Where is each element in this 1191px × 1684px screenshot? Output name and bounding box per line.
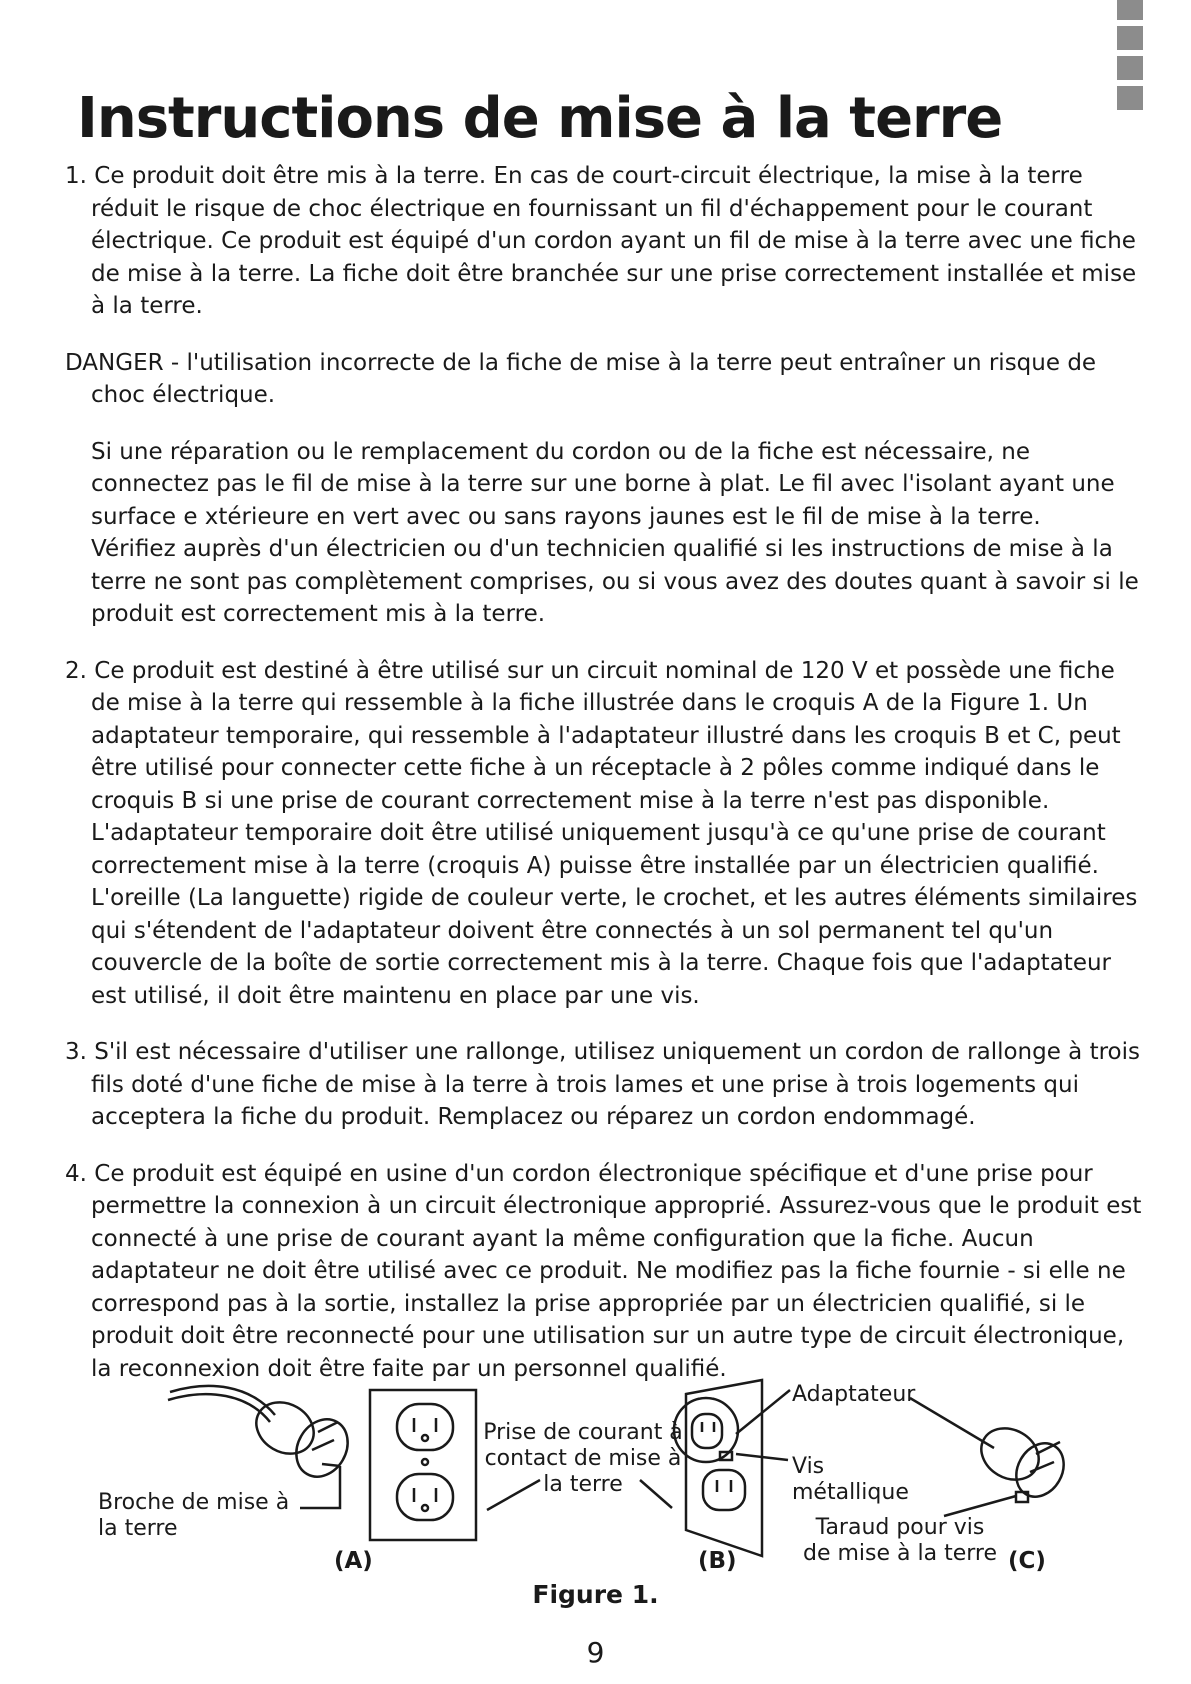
tab-marker bbox=[1117, 0, 1143, 20]
plug-face-icon bbox=[286, 1410, 358, 1486]
sketch-c-label: (C) bbox=[1008, 1548, 1046, 1574]
tab-marker bbox=[1117, 26, 1143, 50]
tab-marker bbox=[1117, 56, 1143, 80]
page-title: Instructions de mise à la terre bbox=[77, 86, 1003, 151]
tab-marker bbox=[1117, 86, 1143, 110]
verify-note: Vérifiez auprès d'un électricien ou d'un technicien qualifié si les instructions de mise à la terre ne sont pas complètement comprises, ou si vous avez des doutes quant à savoir si le produit est correctement mis à la terre. bbox=[91, 536, 1139, 627]
metal-screw-label: Vis métallique bbox=[792, 1454, 909, 1505]
grounded-outlet-label: Prise de courant à contact de mise à la terre bbox=[483, 1420, 683, 1497]
page-number: 9 bbox=[586, 1636, 605, 1669]
sketch-b-label: (B) bbox=[698, 1548, 737, 1574]
repair-note: Si une réparation ou le remplacement du cordon ou de la fiche est nécessaire, ne connectez pas le fil de mise à la terre sur une borne à plat. Le fil avec l'isolant ayant une surface e xtérieure en vert avec ou sans rayons jaunes est le fil de mise à la terre. bbox=[91, 438, 1115, 530]
instruction-3: 3. S'il est nécessaire d'utiliser une rallonge, utilisez uniquement un cordon de rallonge à trois fils doté d'une fiche de mise à la terre à trois lames et une prise à trois logements qui acceptera la fiche du produit. Remplacez ou réparez un cordon endommagé. bbox=[65, 1039, 1141, 1130]
adapter-label: Adaptateur bbox=[792, 1382, 916, 1407]
instruction-4: 4. Ce produit est équipé en usine d'un cordon électronique spécifique et d'une prise pour permettre la connexion à un circuit électronique approprié. Assurez-vous que le produit est connecté à une prise de courant ayant la même configuration que la fiche. Aucun adaptateur ne doit être utilisé avec ce produit. Ne modifiez pas la fiche fournie - si elle ne correspond pas à la sortie, installez la prise appropriée par un électricien qualifié, si le produit doit être reconnecté pour une utilisation sur un autre type de circuit électronique, la reconnexion doit être faite par un personnel qualifié. bbox=[65, 1160, 1142, 1382]
instruction-1: 1. Ce produit doit être mis à la terre. En cas de court-circuit électrique, la mise à la terre réduit le risque de choc électrique en fournissant un fil d'échappement pour le courant électrique. Ce produit est équipé d'un cordon ayant un fil de mise à la terre avec une fiche de mise à la terre. La fiche doit être branchée sur une prise correctement installée et mise à la terre. bbox=[65, 163, 1137, 319]
danger-warning: DANGER - l'utilisation incorrecte de la fiche de mise à la terre peut entraîner un risque de choc électrique. bbox=[65, 349, 1097, 408]
adapter-outlet-icon bbox=[686, 1380, 762, 1556]
sketch-a-label: (A) bbox=[334, 1548, 373, 1574]
ground-pin-label: Broche de mise à la terre bbox=[98, 1490, 290, 1541]
section-tabs bbox=[1117, 0, 1143, 116]
instructions-body bbox=[65, 160, 1145, 1409]
instruction-2: 2. Ce produit est destiné à être utilisé sur un circuit nominal de 120 V et possède une fiche de mise à la terre qui ressemble à la fiche illustrée dans le croquis A de la Figure 1. Un adaptateur temporaire, qui ressemble à l'adaptateur illustré dans les croquis B et C, peut être utilisé pour connecter cette fiche à un réceptacle à 2 pôles comme indiqué dans le croquis B si une prise de courant correctement mise à la terre n'est pas disponible. L'adaptateur temporaire doit être utilisé uniquement jusqu'à ce qu'une prise de courant correctement mise à la terre (croquis A) puisse être installée par un électricien qualifié. L'oreille (La languette) rigide de couleur verte, le crochet, et les autres éléments similaires qui s'étendent de l'adaptateur doivent être connectés à un sol permanent tel qu'un couvercle de la boîte de sortie correctement mis à la terre. Chaque fois que l'adaptateur est utilisé, il doit être maintenu en place par une vis. bbox=[65, 657, 1138, 1009]
plug-body-icon bbox=[247, 1392, 323, 1464]
ground-screw-tab-label: Taraud pour vis de mise à la terre bbox=[802, 1515, 997, 1566]
figure-caption: Figure 1. bbox=[532, 1580, 659, 1609]
